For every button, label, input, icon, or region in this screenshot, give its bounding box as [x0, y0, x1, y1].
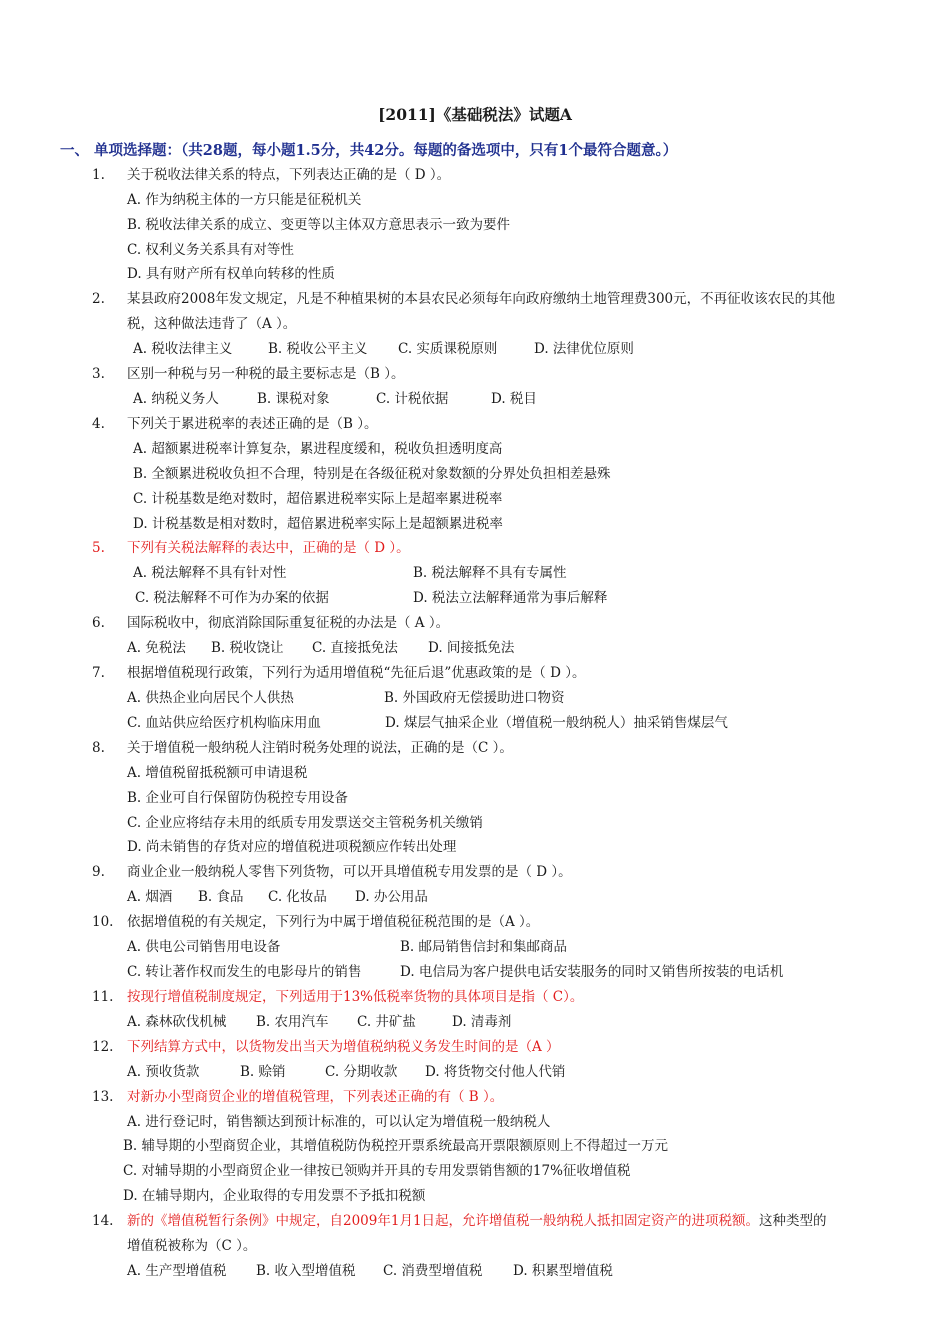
question-number: 2. [92, 291, 105, 307]
option: D. 清毒剂 [452, 1014, 512, 1030]
option: B. 邮局销售信封和集邮商品 [400, 939, 568, 955]
option: A. 供热企业向居民个人供热 [127, 690, 294, 706]
option: B. 外国政府无偿援助进口物资 [384, 690, 565, 706]
question-number: 14. [92, 1213, 114, 1229]
question-stem: 下列关于累进税率的表述正确的是（B ）。 [127, 416, 378, 432]
question-stem: 商业企业一般纳税人零售下列货物，可以开具增值税专用发票的是（ D ）。 [127, 864, 572, 880]
option: B. 课税对象 [257, 391, 330, 407]
question-number: 10. [92, 914, 114, 930]
option: D. 间接抵免法 [428, 640, 515, 656]
option: B. 辅导期的小型商贸企业，其增值税防伪税控开票系统最高开票限额原则上不得超过一万元 [123, 1138, 669, 1154]
option: D. 办公用品 [355, 889, 428, 905]
question-stem: 根据增值税现行政策，下列行为适用增值税“先征后退”优惠政策的是（ D ）。 [127, 665, 586, 681]
option: C. 消费型增值税 [383, 1263, 483, 1279]
question-number: 3. [92, 366, 105, 382]
option: D. 积累型增值税 [513, 1263, 613, 1279]
option: A. 烟酒 [127, 889, 173, 905]
page-title: [2011]《基础税法》试题A [378, 105, 572, 124]
question-number: 8. [92, 740, 105, 756]
question-number: 13. [92, 1089, 114, 1105]
option: C. 血站供应给医疗机构临床用血 [127, 715, 321, 731]
question-number: 1. [92, 167, 105, 183]
option: B. 食品 [198, 889, 244, 905]
option: D. 税法立法解释通常为事后解释 [413, 590, 608, 606]
option: D. 具有财产所有权单向转移的性质 [127, 266, 335, 282]
question-stem: 按现行增值税制度规定，下列适用于13%低税率货物的具体项目是指（ C）。 [127, 989, 584, 1005]
option: A. 进行登记时，销售额达到预计标准的，可以认定为增值税一般纳税人 [127, 1114, 551, 1130]
option: C. 化妆品 [268, 889, 327, 905]
option: C. 税法解释不可作为办案的依据 [135, 590, 329, 606]
question-stem: 某县政府2008年发文规定，凡是不种植果树的本县农民必须每年向政府缴纳土地管理费300元，不再征收该农民的其他 [127, 291, 836, 307]
option: C. 计税依据 [376, 391, 449, 407]
option: B. 企业可自行保留防伪税控专用设备 [127, 790, 349, 806]
question-stem [127, 1212, 827, 1230]
option: A. 预收货款 [127, 1064, 200, 1080]
option: C. 实质课税原则 [398, 341, 498, 357]
option: D. 法律优位原则 [534, 341, 634, 357]
option: B. 税收公平主义 [268, 341, 368, 357]
question-stem-continued: 增值税被称为（C ）。 [127, 1238, 257, 1254]
option: B. 税收饶让 [211, 640, 284, 656]
option: A. 供电公司销售用电设备 [127, 939, 281, 955]
question-stem-highlight: 新的《增值税暂行条例》中规定，自2009年1月1日起，允许增值税一般纳税人抵扣固定资产的进项税额。 [127, 1213, 760, 1229]
option: D. 将货物交付他人代销 [425, 1064, 566, 1080]
question-stem: 下列有关税法解释的表达中，正确的是（ D ）。 [127, 540, 410, 556]
question-number: 6. [92, 615, 105, 631]
option: D. 在辅导期内，企业取得的专用发票不予抵扣税额 [123, 1188, 426, 1204]
question-number: 5. [92, 540, 105, 556]
option: D. 尚未销售的存货对应的增值税进项税额应作转出处理 [127, 839, 457, 855]
question-stem: 关于税收法律关系的特点，下列表达正确的是（ D ）。 [127, 167, 451, 183]
option: A. 超额累进税率计算复杂，累进程度缓和，税收负担透明度高 [133, 441, 503, 457]
question-number: 4. [92, 416, 105, 432]
question-stem: 区别一种税与另一种税的最主要标志是（B ）。 [127, 366, 405, 382]
question-number: 9. [92, 864, 105, 880]
option: A. 作为纳税主体的一方只能是征税机关 [127, 192, 362, 208]
option: B. 赊销 [240, 1064, 286, 1080]
question-stem: 下列结算方式中，以货物发出当天为增值税纳税义务发生时间的是（A ） [127, 1039, 560, 1055]
question-stem-continued: 税，这种做法违背了（A ）。 [127, 316, 297, 332]
option: D. 计税基数是相对数时，超倍累进税率实际上是超额累进税率 [133, 516, 503, 532]
option: D. 煤层气抽采企业（增值税一般纳税人）抽采销售煤层气 [385, 715, 728, 731]
option: C. 计税基数是绝对数时，超倍累进税率实际上是超率累进税率 [133, 491, 503, 507]
question-number: 7. [92, 665, 105, 681]
question-stem: 对新办小型商贸企业的增值税管理，下列表述正确的有（ B ）。 [127, 1089, 504, 1105]
option: A. 增值税留抵税额可申请退税 [127, 765, 308, 781]
option: C. 企业应将结存未用的纸质专用发票送交主管税务机关缴销 [127, 815, 483, 831]
question-stem-tail: 这种类型的 [759, 1213, 827, 1229]
option: C. 分期收款 [325, 1064, 398, 1080]
option: B. 税法解释不具有专属性 [413, 565, 567, 581]
option: A. 纳税义务人 [133, 391, 219, 407]
question-stem: 关于增值税一般纳税人注销时税务处理的说法，正确的是（C ）。 [127, 740, 513, 756]
option: C. 对辅导期的小型商贸企业一律按已领购并开具的专用发票销售额的17%征收增值税 [123, 1163, 631, 1179]
question-stem: 依据增值税的有关规定，下列行为中属于增值税征税范围的是（A ）。 [127, 914, 540, 930]
option: C. 井矿盐 [357, 1014, 416, 1030]
option: B. 收入型增值税 [256, 1263, 356, 1279]
option: C. 直接抵免法 [312, 640, 398, 656]
option: A. 森林砍伐机械 [127, 1014, 227, 1030]
question-number: 11. [92, 989, 114, 1005]
option: B. 税收法律关系的成立、变更等以主体双方意思表示一致为要件 [127, 217, 511, 233]
option: A. 生产型增值税 [127, 1263, 227, 1279]
question-stem: 国际税收中，彻底消除国际重复征税的办法是（ A ）。 [127, 615, 450, 631]
option: A. 免税法 [127, 640, 186, 656]
question-number: 12. [92, 1039, 114, 1055]
option: C. 权利义务关系具有对等性 [127, 242, 294, 258]
option: C. 转让著作权而发生的电影母片的销售 [127, 964, 362, 980]
option: A. 税收法律主义 [133, 341, 233, 357]
option: D. 电信局为客户提供电话安装服务的同时又销售所按装的电话机 [400, 964, 784, 980]
section-heading: 一、 单项选择题：（共28题，每小题1.5分，共42分。每题的备选项中，只有1个最符合题意。） [60, 142, 678, 159]
option: B. 全额累进税收负担不合理，特别是在各级征税对象数额的分界处负担相差悬殊 [133, 466, 611, 482]
option: B. 农用汽车 [256, 1014, 329, 1030]
option: D. 税目 [491, 391, 537, 407]
option: A. 税法解释不具有针对性 [133, 565, 287, 581]
